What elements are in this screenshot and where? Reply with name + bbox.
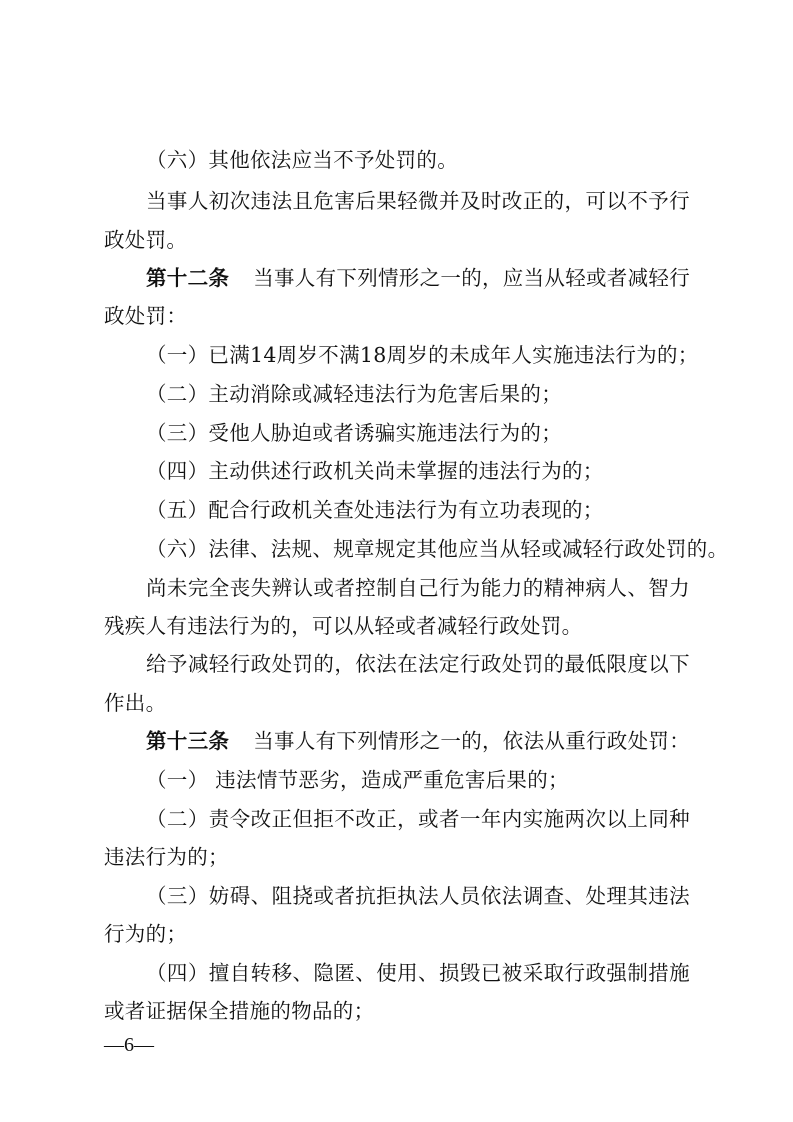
article-number: 第十二条	[146, 266, 230, 290]
paragraph-line: 行为的；	[104, 922, 188, 946]
page-number: —6—	[104, 1034, 154, 1056]
paragraph-line: 政处罚。	[104, 228, 188, 252]
list-item: （二）主动消除或减轻违法行为危害后果的；	[146, 382, 562, 406]
paragraph-line: 或者证据保全措施的物品的；	[104, 999, 375, 1023]
article-12-heading	[146, 264, 690, 292]
paragraph-line: （六）其他依法应当不予处罚的。	[146, 148, 458, 172]
paragraph-line: 给予减轻行政处罚的，依法在法定行政处罚的最低限度以下	[146, 652, 690, 676]
list-item: （一）已满14周岁不满18周岁的未成年人实施违法行为的；	[146, 343, 699, 367]
list-item: （一） 违法情节恶劣，造成严重危害后果的；	[146, 768, 569, 792]
list-item: （五）配合行政机关查处违法行为有立功表现的；	[146, 498, 604, 522]
paragraph-line: 残疾人有违法行为的，可以从轻或者减轻行政处罚。	[104, 614, 583, 638]
article-number: 第十三条	[146, 729, 230, 753]
paragraph-line: 作出。	[104, 691, 167, 715]
list-item: （三）妨碍、阻挠或者抗拒执法人员依法调查、处理其违法	[146, 884, 690, 908]
paragraph-line: 当事人初次违法且危害后果轻微并及时改正的，可以不予行	[146, 189, 690, 213]
article-text: 当事人有下列情形之一的，依法从重行政处罚：	[253, 729, 691, 753]
paragraph-line: 政处罚：	[104, 304, 188, 328]
article-13-heading	[146, 727, 690, 755]
paragraph-line: 尚未完全丧失辨认或者控制自己行为能力的精神病人、智力	[146, 576, 690, 600]
article-text: 当事人有下列情形之一的，应当从轻或者减轻行	[253, 266, 691, 290]
list-item: （四）擅自转移、隐匿、使用、损毁已被采取行政强制措施	[146, 961, 690, 985]
paragraph-line: 违法行为的；	[104, 845, 229, 869]
list-item: （二）责令改正但拒不改正，或者一年内实施两次以上同种	[146, 807, 690, 831]
list-item: （六）法律、法规、规章规定其他应当从轻或减轻行政处罚的。	[146, 537, 729, 561]
list-item: （四）主动供述行政机关尚未掌握的违法行为的；	[146, 459, 604, 483]
list-item: （三）受他人胁迫或者诱骗实施违法行为的；	[146, 421, 562, 445]
